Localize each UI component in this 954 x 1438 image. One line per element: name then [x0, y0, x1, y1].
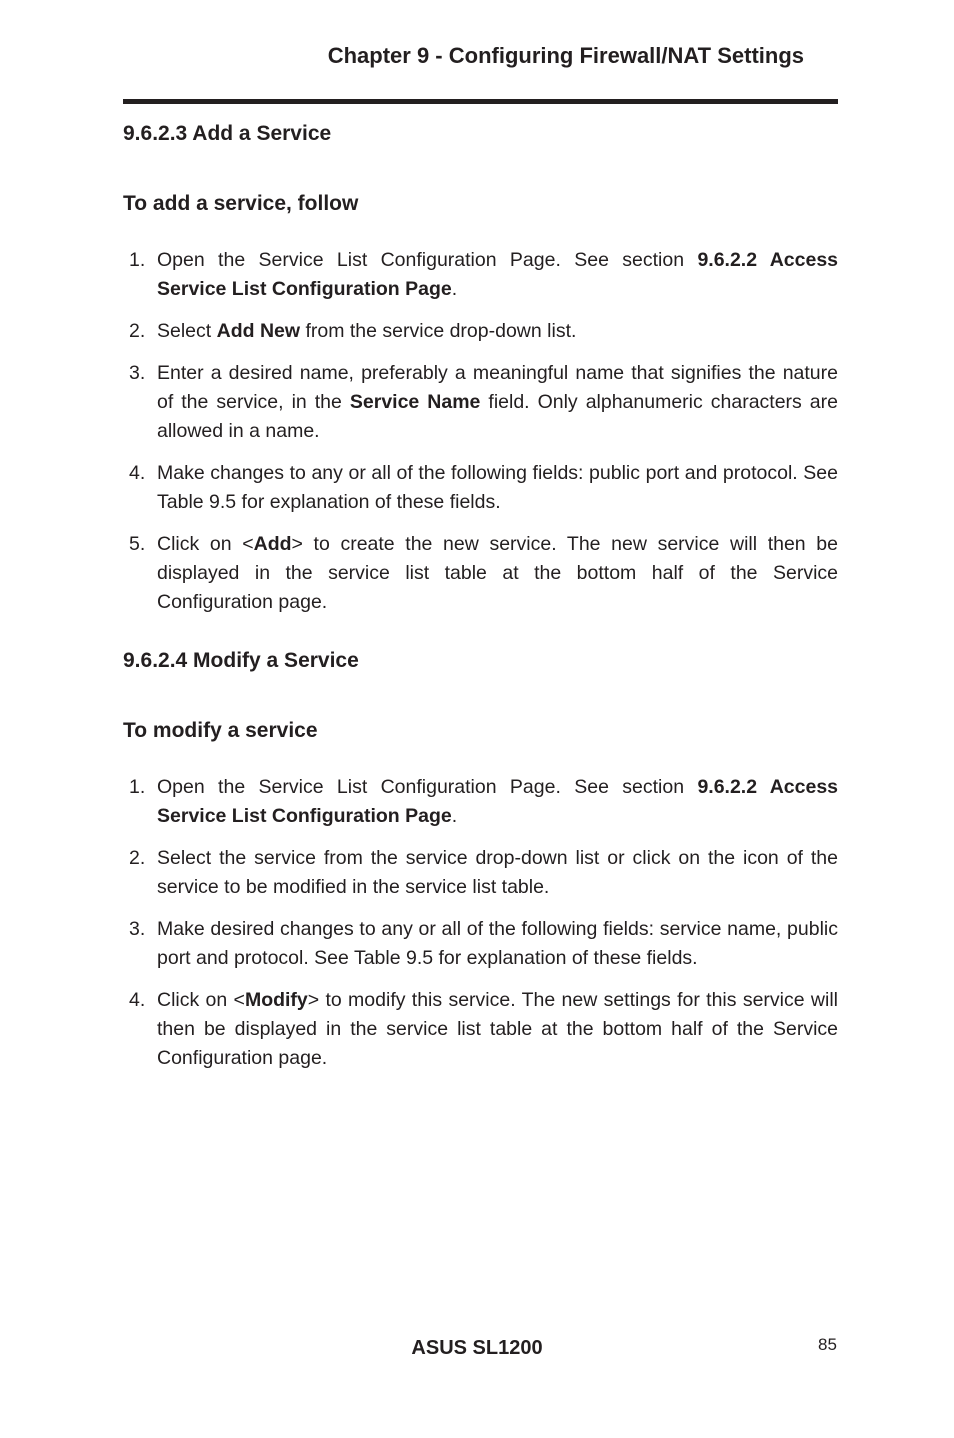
step-number: 3. [129, 918, 146, 940]
step-bold-text: 9.6.2.2 Access Service List Configuration Page [157, 776, 839, 827]
step-text: > to create the new service. The new service will then be displayed in the service list table at the bottom half of the Service Configuration page. [157, 533, 838, 613]
step-bold-text: Add [253, 533, 292, 555]
step-number: 4. [129, 989, 146, 1011]
list-item [123, 530, 838, 617]
step-text: Make desired changes to any or all of the following fields: service name, public port and protocol. See Table 9.5 for explanation of these fields. [157, 918, 838, 969]
step-text: . [451, 805, 458, 827]
list-item [123, 844, 838, 902]
step-text: Make changes to any or all of the following fields: public port and protocol. See Table 9.5 for explanation of these fields. [157, 462, 838, 513]
section-modify-service [123, 647, 838, 1086]
step-number: 1. [129, 249, 146, 271]
section-heading: 9.6.2.3 Add a Service [123, 122, 332, 145]
step-number: 4. [129, 462, 146, 484]
steps-list [123, 773, 838, 1073]
step-bold-text: Modify [244, 989, 308, 1011]
step-number: 2. [129, 847, 146, 869]
step-text: . [451, 278, 458, 300]
step-number: 1. [129, 776, 146, 798]
section-add-service [123, 120, 838, 630]
section-heading: 9.6.2.4 Modify a Service [123, 649, 359, 672]
list-item [123, 359, 838, 446]
step-text: Enter a desired name, preferably a meaningful name that signifies the nature of the service, in the [157, 362, 838, 413]
step-text: from the service drop-down list. [300, 320, 577, 342]
header-rule [123, 99, 838, 104]
step-text: Select the service from the service drop-down list or click on the icon of the service to be modified in the service list table. [157, 847, 838, 898]
step-bold-text: Add New [216, 320, 301, 342]
step-number: 2. [129, 320, 146, 342]
step-bold-text: Service Name [349, 391, 481, 413]
list-item [123, 773, 838, 831]
step-text: Open the Service List Configuration Page. See section [157, 249, 698, 271]
step-text: Click on < [157, 989, 245, 1011]
list-item [123, 246, 838, 304]
step-text: field. Only alphanumeric characters are allowed in a name. [157, 391, 838, 442]
step-text: Open the Service List Configuration Page. See section [157, 776, 698, 798]
list-item [123, 915, 838, 973]
step-number: 3. [129, 362, 146, 384]
list-item [123, 459, 838, 517]
list-item [123, 317, 838, 346]
list-item [123, 986, 838, 1073]
footer-product-name: ASUS SL1200 [411, 1337, 543, 1359]
step-text: Click on < [157, 533, 254, 555]
step-number: 5. [129, 533, 146, 555]
chapter-header: Chapter 9 - Configuring Firewall/NAT Settings [327, 43, 804, 68]
step-text: > to modify this service. The new settings for this service will then be displayed in the service list table at the bottom half of the Service Configuration page. [157, 989, 838, 1069]
sub-heading: To modify a service [123, 719, 318, 742]
page-number: 85 [818, 1335, 837, 1354]
step-bold-text: 9.6.2.2 Access Service List Configuration Page [157, 249, 839, 300]
sub-heading: To add a service, follow [123, 192, 359, 215]
step-text: Select [157, 320, 217, 342]
steps-list [123, 246, 838, 617]
